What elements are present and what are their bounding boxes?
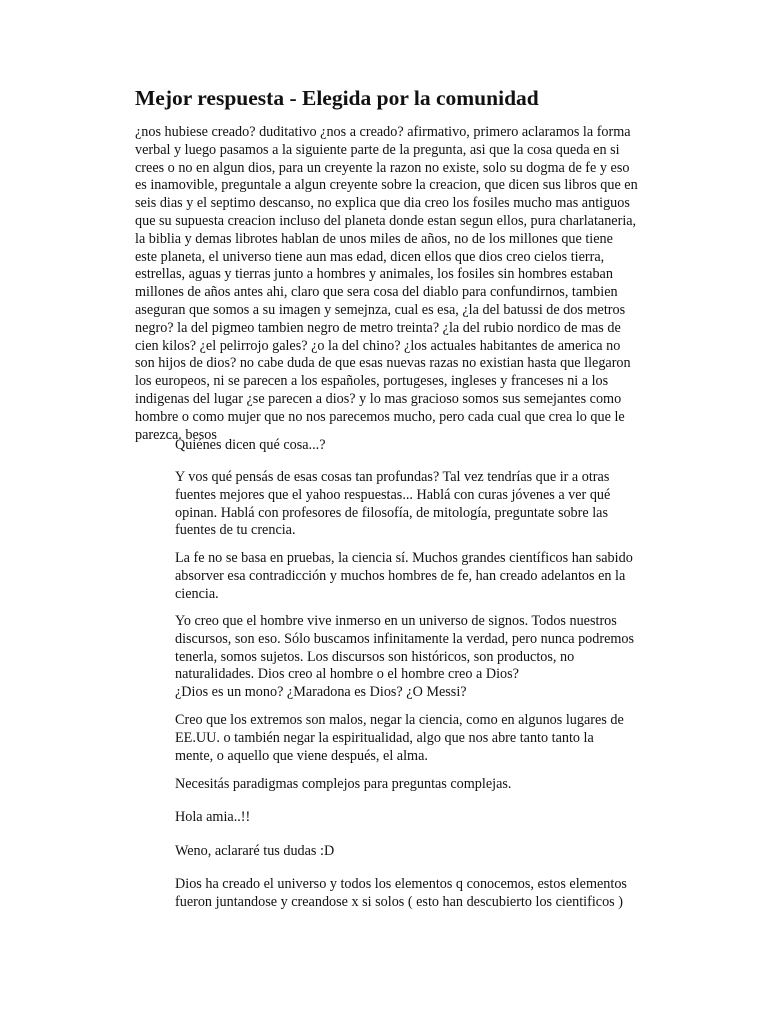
answer-line: la biblia y demas librotes hablan de unos miles de años, no de los millones que tiene: [135, 230, 613, 247]
quote-line: Creo que los extremos son malos, negar la ciencia, como en algunos lugares de: [175, 712, 624, 728]
quote-paragraph: [175, 613, 645, 702]
quote-line: Necesitás paradigmas complejos para preguntas complejas.: [175, 776, 512, 792]
page-title: Mejor respuesta - Elegida por la comunidad: [135, 86, 539, 110]
quote-line: Hola amia..!!: [175, 809, 251, 825]
answer-line: cien kilos? ¿el pelirrojo gales? ¿o la del chino? ¿los actuales habitantes de america no: [135, 337, 621, 354]
quote-line: naturalidades. Dios creo al hombre o el hombre creo a Dios?: [175, 666, 519, 683]
answer-line: crees o no en algun dios, para un creyente la razon no existe, solo su dogma de fe y eso: [135, 159, 630, 176]
answer-line: son hijos de dios? no cabe duda de que esas nuevas razas no existian hasta que llegaron: [135, 355, 631, 372]
quote-paragraph: [175, 809, 645, 827]
answer-line: seis dias y el septimo descanso, no explica que dia creo los fosiles mucho mas antiguos: [135, 195, 630, 212]
quote-line: EE.UU. o también negar la espiritualidad, algo que nos abre tanto tanto la: [175, 729, 594, 746]
quote-line: Quiénes dicen qué cosa...?: [175, 437, 326, 453]
best-answer-text: [135, 124, 645, 444]
quote-paragraph: [175, 469, 645, 540]
quote-line: Weno, aclararé tus dudas :D: [175, 843, 335, 859]
quote-paragraph: [175, 843, 645, 861]
quote-paragraph: [175, 437, 645, 455]
quote-line: absorver esa contradicción y muchos hombres de fe, han creado adelantos en la: [175, 567, 626, 584]
quote-line: La fe no se basa en pruebas, la ciencia sí. Muchos grandes científicos han sabido: [175, 550, 633, 566]
quote-line: ¿Dios es un mono? ¿Maradona es Dios? ¿O Messi?: [175, 684, 467, 701]
answer-line: aseguran que somos a su imagen y semejnza, cual es esa, ¿la del batussi de dos metros: [135, 301, 626, 318]
quote-line: fueron juntandose y creandose x si solos ( esto han descubierto los cientificos ): [175, 893, 623, 910]
quote-line: ciencia.: [175, 585, 219, 602]
quote-line: Y vos qué pensás de esas cosas tan profundas? Tal vez tendrías que ir a otras: [175, 469, 610, 485]
answer-line: verbal y luego pasamos a la siguiente parte de la pregunta, asi que la cosa queda en si: [135, 141, 620, 158]
quote-paragraph: [175, 776, 645, 794]
quote-paragraph: [175, 876, 645, 912]
quote-line: fuentes de tu crencia.: [175, 522, 296, 539]
answer-line: los europeos, ni se parecen a los españoles, portugeses, ingleses y franceses ni a los: [135, 373, 609, 390]
answer-line: este planeta, el universo tiene aun mas edad, dicen ellos que dios creo cielos tierra,: [135, 248, 605, 265]
answer-line: es inamovible, preguntale a algun creyente sobre la creacion, que dicen sus libros que en: [135, 177, 638, 194]
quote-line: discursos, son eso. Sólo buscamos infinitamente la verdad, pero nunca podremos: [175, 630, 635, 647]
answer-line: indigenas del lugar ¿se parecen a dios? y lo mas gracioso somos sus semejantes como: [135, 390, 622, 407]
answer-line: negro? la del pigmeo tambien negro de metro treinta? ¿la del rubio nordico de mas de: [135, 319, 621, 336]
answer-line: que su supuesta creacion incluso del planeta donde estan segun ellos, pura charlataneria,: [135, 212, 637, 229]
quote-line: opinan. Hablá con profesores de filosofía, de mitología, preguntate sobre las: [175, 504, 608, 521]
answer-line: estrellas, aguas y tierras junto a hombres y animales, los fosiles sin hombres estaban: [135, 266, 613, 283]
quote-line: mente, o aquello que viene después, el alma.: [175, 747, 428, 764]
quote-paragraph: [175, 712, 645, 765]
quote-line: tenerla, somos sujetos. Los discursos son históricos, son productos, no: [175, 648, 575, 665]
quote-line: Yo creo que el hombre vive inmerso en un universo de signos. Todos nuestros: [175, 613, 617, 629]
quote-line: Dios ha creado el universo y todos los elementos q conocemos, estos elementos: [175, 876, 627, 892]
quote-line: fuentes mejores que el yahoo respuestas... Hablá con curas jóvenes a ver qué: [175, 486, 611, 503]
answer-line: parezca. besos: [135, 426, 217, 443]
quote-paragraph: [175, 550, 645, 603]
answer-line: millones de años antes ahi, claro que sera cosa del diablo para confundirnos, tambien: [135, 284, 618, 301]
answer-line: hombre o como mujer que no nos parecemos mucho, pero cada cual que crea lo que le: [135, 408, 625, 425]
answer-line: ¿nos hubiese creado? duditativo ¿nos a creado? afirmativo, primero aclaramos la forma: [135, 124, 631, 140]
